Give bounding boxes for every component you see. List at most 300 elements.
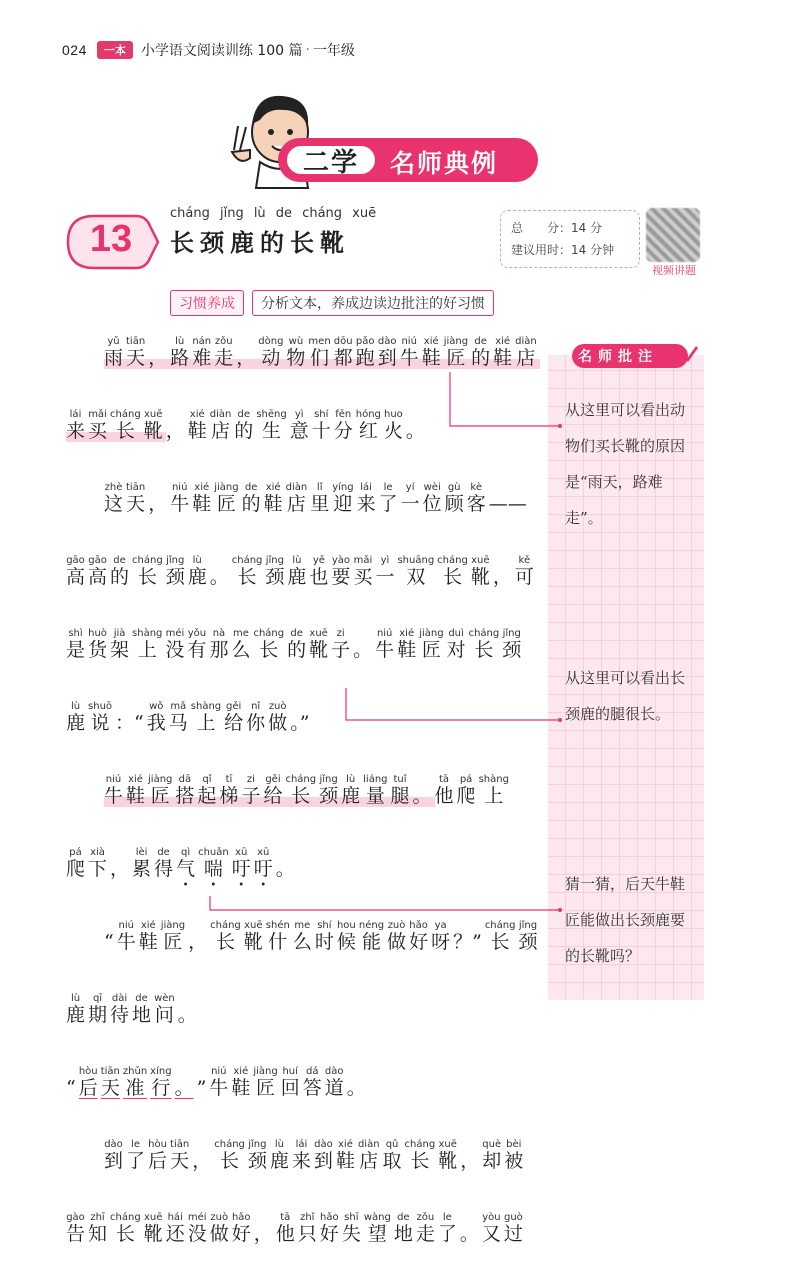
pinyin: wǒ	[146, 701, 166, 712]
hanzi-with-pinyin	[148, 1139, 168, 1172]
hanzi-with-pinyin	[333, 409, 353, 442]
pinyin: hou	[336, 920, 356, 931]
hanzi-with-pinyin	[143, 409, 163, 442]
hanzi-with-pinyin	[160, 920, 186, 953]
hanzi: 只	[297, 1223, 317, 1245]
hanzi: 颈	[518, 931, 538, 953]
hanzi: 候	[336, 931, 356, 953]
pinyin: qī	[88, 993, 108, 1004]
hanzi-with-pinyin	[88, 993, 108, 1026]
pinyin: jǐng	[247, 1139, 267, 1150]
pinyin: shàng	[132, 628, 163, 639]
hanzi: 牛	[104, 785, 124, 807]
hanzi: 道	[324, 1077, 344, 1099]
hanzi: 动	[258, 347, 284, 369]
hanzi-with-pinyin	[268, 701, 288, 734]
lesson-title: 长颈鹿的长靴	[170, 228, 350, 257]
pinyin: dào	[377, 336, 397, 347]
pinyin: yì	[289, 409, 309, 420]
hanzi-with-pinyin	[176, 847, 196, 880]
hanzi-with-pinyin	[214, 336, 234, 369]
pinyin: de	[110, 555, 130, 566]
hanzi-with-pinyin	[355, 336, 375, 369]
hanzi: 没	[187, 1223, 207, 1245]
pinyin: shí	[311, 409, 331, 420]
underlined-text	[78, 1066, 197, 1099]
hanzi: 被	[504, 1150, 524, 1172]
hanzi: 子	[241, 785, 261, 807]
hanzi: 走	[415, 1223, 435, 1245]
hanzi-with-pinyin	[302, 1066, 322, 1099]
hanzi-with-pinyin	[66, 628, 86, 661]
pinyin: jǐng	[502, 628, 522, 639]
hanzi-with-pinyin	[333, 336, 353, 369]
hanzi: 店	[357, 1150, 380, 1172]
hanzi-with-pinyin	[192, 482, 212, 515]
text-segment	[104, 1139, 526, 1172]
pinyin: de	[287, 628, 307, 639]
hanzi-with-pinyin	[88, 409, 108, 442]
hanzi: 要	[331, 566, 351, 588]
hanzi-with-pinyin	[132, 847, 152, 880]
pinyin: cháng	[404, 1139, 436, 1150]
pinyin: shī	[341, 1212, 361, 1223]
hanzi: 物	[286, 347, 306, 369]
pinyin: jià	[110, 628, 130, 639]
pinyin: shén	[265, 920, 290, 931]
pinyin: què	[482, 1139, 502, 1150]
hanzi: 高	[88, 566, 108, 588]
pinyin: de	[241, 482, 261, 493]
pinyin: jiàng	[148, 774, 173, 785]
hanzi: 红	[355, 420, 381, 442]
hanzi: 期	[88, 1004, 108, 1026]
hanzi: 。	[353, 639, 373, 661]
hanzi-with-pinyin	[363, 1212, 391, 1245]
hanzi-with-pinyin	[313, 1139, 333, 1172]
pinyin: me	[292, 920, 312, 931]
pinyin: de	[132, 993, 152, 1004]
hanzi: 做	[209, 1223, 229, 1245]
hanzi-with-pinyin	[446, 628, 466, 661]
hanzi: 腿	[390, 785, 410, 807]
hanzi-with-pinyin	[431, 920, 451, 953]
hanzi-with-pinyin	[319, 1212, 339, 1245]
hanzi-with-pinyin	[175, 774, 195, 807]
hanzi-with-pinyin	[66, 555, 86, 588]
hanzi-with-pinyin	[104, 774, 124, 807]
hanzi: 天	[126, 493, 146, 515]
qr-code[interactable]	[646, 208, 700, 262]
pinyin: cháng	[110, 409, 141, 420]
hanzi-with-pinyin	[324, 1066, 344, 1099]
pinyin: yào	[331, 555, 351, 566]
hanzi: 量	[363, 785, 388, 807]
pinyin: yì	[375, 555, 395, 566]
pinyin: jǐng	[518, 920, 538, 931]
pinyin: gěi	[263, 774, 283, 785]
hanzi: 双	[397, 566, 435, 588]
hanzi-with-pinyin	[243, 920, 263, 953]
hanzi: 匠	[214, 493, 239, 515]
hanzi-with-pinyin	[331, 555, 351, 588]
hanzi: 到	[104, 1150, 124, 1172]
hanzi: 架	[110, 639, 130, 661]
hanzi-with-pinyin	[165, 628, 185, 661]
pinyin: wèn	[154, 993, 175, 1004]
pinyin: hǎo	[409, 920, 429, 931]
hanzi: 的	[234, 420, 254, 442]
hanzi: 来	[66, 420, 86, 442]
hanzi-with-pinyin	[419, 628, 444, 661]
text-segment	[104, 482, 530, 515]
hanzi-with-pinyin	[263, 482, 283, 515]
hanzi: 颈	[265, 566, 285, 588]
hanzi-with-pinyin	[190, 701, 222, 734]
hanzi-with-pinyin	[287, 628, 307, 661]
hanzi: 长	[484, 931, 516, 953]
hanzi: 长	[468, 639, 500, 661]
hanzi: 都	[333, 347, 353, 369]
hanzi: 爬	[66, 858, 86, 880]
note-3: 猜一猜，后天牛鞋匠能做出长颈鹿要的长靴吗？	[565, 875, 686, 965]
hanzi-with-pinyin	[166, 420, 185, 442]
hanzi: ，	[165, 420, 185, 442]
pinyin: cháng	[132, 555, 163, 566]
hanzi: 颈	[247, 1150, 267, 1172]
hanzi-with-pinyin	[126, 774, 146, 807]
pinyin: le	[378, 482, 398, 493]
pinyin: cháng	[468, 628, 500, 639]
hanzi: ，	[253, 1223, 273, 1245]
grade-label: 一年级	[312, 43, 355, 59]
hanzi: 给	[224, 712, 244, 734]
total-score: 总 分：14 分	[511, 221, 603, 235]
pinyin: zhè	[104, 482, 123, 493]
hanzi: 鹿	[269, 1150, 289, 1172]
hanzi: 吁	[231, 858, 251, 880]
hanzi-with-pinyin	[78, 1066, 98, 1099]
hanzi-with-pinyin	[482, 1139, 502, 1172]
pinyin: xié	[397, 628, 417, 639]
hanzi-with-pinyin	[231, 847, 251, 880]
habit-text: 分析文本，养成边读边批注的好习惯	[252, 290, 494, 316]
hanzi: 天	[100, 1077, 120, 1099]
hanzi-with-pinyin	[319, 774, 339, 807]
video-lecture-label[interactable]: 视频讲题	[652, 264, 696, 277]
pinyin: dōu	[333, 336, 353, 347]
hanzi-with-pinyin	[126, 482, 146, 515]
hanzi: 下	[88, 858, 108, 880]
pinyin: shì	[66, 628, 86, 639]
habit-row	[170, 290, 494, 316]
hanzi-with-pinyin	[170, 336, 190, 369]
story-line	[66, 847, 536, 920]
hanzi: 梯	[219, 785, 239, 807]
hanzi-with-pinyin	[246, 701, 266, 734]
pinyin: pá	[456, 774, 476, 785]
hanzi: 了	[378, 493, 398, 515]
hanzi: 知	[88, 1223, 108, 1245]
pinyin: pá	[66, 847, 86, 858]
story-line	[66, 336, 536, 409]
hanzi-with-pinyin	[514, 555, 534, 588]
pinyin: lù	[170, 336, 190, 347]
text-segment	[66, 1212, 526, 1245]
hanzi-with-pinyin	[484, 920, 516, 953]
hanzi: 鞋	[138, 931, 158, 953]
pinyin: le	[437, 1212, 457, 1223]
pinyin: cháng	[214, 1139, 245, 1150]
hanzi-with-pinyin	[165, 555, 185, 588]
note-2: 从这里可以看出长颈鹿的腿很长。	[565, 669, 686, 723]
hanzi: 能	[358, 931, 385, 953]
hanzi-with-pinyin	[275, 1212, 295, 1245]
hanzi-with-pinyin	[290, 712, 309, 734]
hanzi: 店	[515, 347, 537, 369]
section-banner	[278, 138, 538, 182]
hanzi-with-pinyin	[88, 555, 108, 588]
hanzi: 迎	[332, 493, 354, 515]
pinyin: diàn	[285, 482, 308, 493]
hanzi-with-pinyin	[146, 701, 166, 734]
hanzi-with-pinyin	[253, 1066, 278, 1099]
hanzi: 匠	[419, 639, 444, 661]
hanzi-with-pinyin	[276, 858, 295, 880]
hanzi: 长	[231, 566, 263, 588]
pinyin: xié	[263, 482, 283, 493]
hanzi-with-pinyin	[88, 701, 113, 734]
story-line	[66, 920, 536, 993]
hanzi: 鞋	[397, 639, 417, 661]
hanzi-with-pinyin	[397, 555, 435, 588]
hanzi-with-pinyin	[309, 628, 329, 661]
hanzi-with-pinyin	[460, 1223, 479, 1245]
pinyin: lái	[291, 1139, 311, 1150]
pinyin: jiàng	[253, 1066, 278, 1077]
hanzi-with-pinyin	[422, 482, 442, 515]
hanzi-with-pinyin	[178, 1004, 197, 1026]
pinyin: zǒu	[415, 1212, 435, 1223]
pinyin: yí	[400, 482, 420, 493]
pinyin: lù	[341, 774, 361, 785]
hanzi-with-pinyin	[453, 931, 482, 953]
story-line	[66, 1212, 536, 1285]
pinyin: zi	[331, 628, 351, 639]
pinyin: de	[154, 847, 174, 858]
hanzi: 们	[308, 347, 331, 369]
hanzi-with-pinyin	[292, 920, 312, 953]
pinyin: shàng	[478, 774, 509, 785]
hanzi-with-pinyin	[187, 555, 207, 588]
hanzi: 鹿	[66, 1004, 86, 1026]
pinyin: niú	[116, 920, 136, 931]
hanzi-with-pinyin	[409, 920, 429, 953]
pinyin: shí	[314, 920, 334, 931]
highlighted-text	[66, 409, 166, 442]
hanzi: 么	[231, 639, 251, 661]
hanzi-with-pinyin	[258, 336, 284, 369]
hanzi: 上	[478, 785, 509, 807]
pinyin: xié	[126, 774, 146, 785]
hanzi-with-pinyin	[481, 1212, 501, 1245]
hanzi-with-pinyin	[234, 409, 254, 442]
hanzi-with-pinyin	[437, 1212, 457, 1245]
hanzi-with-pinyin	[421, 336, 441, 369]
pinyin: xíng	[150, 1066, 172, 1077]
text-segment	[66, 847, 176, 880]
hanzi: 鞋	[126, 785, 146, 807]
pinyin: ya	[431, 920, 451, 931]
hanzi-with-pinyin	[518, 920, 538, 953]
hanzi-with-pinyin	[489, 493, 527, 515]
hanzi-with-pinyin	[341, 1212, 361, 1245]
hanzi: 鞋	[231, 1077, 251, 1099]
hanzi: 了	[126, 1150, 146, 1172]
hanzi: 。	[209, 566, 229, 588]
hanzi: ，	[188, 931, 208, 953]
hanzi-with-pinyin	[378, 482, 398, 515]
hanzi-with-pinyin	[285, 774, 317, 807]
pinyin: lù	[66, 993, 85, 1004]
hanzi-with-pinyin	[100, 1066, 120, 1099]
hanzi-with-pinyin	[390, 774, 410, 807]
hanzi: 待	[110, 1004, 130, 1026]
pinyin: niú	[399, 336, 419, 347]
hanzi: 好	[409, 931, 429, 953]
hanzi-with-pinyin	[110, 993, 130, 1026]
hanzi-with-pinyin	[375, 555, 395, 588]
hanzi-with-pinyin	[466, 482, 486, 515]
hanzi: 店	[285, 493, 308, 515]
hanzi-with-pinyin	[132, 993, 152, 1026]
hanzi: 买	[353, 566, 373, 588]
hanzi: 生	[256, 420, 287, 442]
hanzi: 分	[333, 420, 353, 442]
hanzi: 爬	[456, 785, 476, 807]
hanzi: 。	[405, 420, 425, 442]
text-segment	[276, 858, 298, 880]
hanzi: 告	[66, 1223, 86, 1245]
pinyin: tā	[434, 774, 454, 785]
hanzi-with-pinyin	[470, 555, 490, 588]
text-segment	[66, 1077, 79, 1099]
pinyin: hǎo	[319, 1212, 339, 1223]
hanzi-with-pinyin	[210, 566, 229, 588]
hanzi-with-pinyin	[287, 555, 307, 588]
hanzi-with-pinyin	[493, 566, 512, 588]
hanzi-with-pinyin	[104, 482, 124, 515]
hanzi: 意	[289, 420, 309, 442]
hanzi-with-pinyin	[187, 409, 207, 442]
pinyin: huo	[383, 409, 403, 420]
hanzi: 。	[459, 1223, 479, 1245]
hanzi: 搭	[175, 785, 195, 807]
hanzi-with-pinyin	[110, 409, 141, 442]
hanzi: 鹿	[66, 712, 86, 734]
hanzi-with-pinyin	[150, 1066, 172, 1099]
hanzi-with-pinyin	[265, 920, 290, 953]
hanzi-with-pinyin	[170, 482, 190, 515]
hanzi-with-pinyin	[393, 1212, 413, 1245]
pinyin: lǐ	[310, 482, 330, 493]
pinyin: jiàng	[214, 482, 239, 493]
hanzi: 牛	[116, 931, 136, 953]
pinyin: gào	[66, 1212, 85, 1223]
hanzi-with-pinyin	[471, 336, 491, 369]
hanzi: 回	[280, 1077, 300, 1099]
pinyin: qǐ	[197, 774, 217, 785]
hanzi: 匠	[443, 347, 469, 369]
hanzi-with-pinyin	[493, 336, 513, 369]
hanzi: 鹿	[187, 566, 207, 588]
pinyin: yǔ	[104, 336, 124, 347]
pinyin: xuē	[438, 1139, 458, 1150]
hanzi-with-pinyin	[188, 931, 207, 953]
lesson-title-pinyin: cháng jǐng lù de cháng xuē	[170, 206, 377, 221]
hanzi-with-pinyin	[254, 1223, 273, 1245]
hanzi: 地	[393, 1223, 413, 1245]
pinyin: de	[471, 336, 491, 347]
hanzi-with-pinyin	[415, 1212, 435, 1245]
hanzi-with-pinyin	[104, 336, 124, 369]
hanzi-with-pinyin	[110, 1212, 141, 1245]
hanzi: 一	[400, 493, 420, 515]
hanzi-with-pinyin	[377, 336, 397, 369]
pinyin: gāo	[88, 555, 108, 566]
hanzi-with-pinyin	[444, 482, 464, 515]
note-1: 从这里可以看出动物们买长靴的原因是“雨天，路难走”。	[565, 401, 686, 527]
hanzi-with-pinyin	[397, 628, 417, 661]
hanzi: 鞋	[421, 347, 441, 369]
pinyin: huò	[88, 628, 108, 639]
hanzi: 匠	[148, 785, 173, 807]
hanzi: 马	[168, 712, 188, 734]
hanzi: 那	[209, 639, 229, 661]
hanzi: 。	[275, 858, 295, 880]
text-segment	[434, 774, 512, 807]
hanzi: 累	[132, 858, 152, 880]
hanzi-with-pinyin	[88, 628, 108, 661]
pinyin: tiān	[126, 482, 146, 493]
hanzi-with-pinyin	[126, 336, 146, 369]
hanzi-with-pinyin	[478, 774, 509, 807]
pinyin: huí	[280, 1066, 300, 1077]
pinyin: jiàng	[160, 920, 186, 931]
pinyin: xié	[231, 1066, 251, 1077]
hanzi: “	[66, 1077, 76, 1099]
suggested-time: 建议用时：14 分钟	[511, 243, 615, 257]
hanzi: 时	[314, 931, 334, 953]
hanzi-with-pinyin	[331, 628, 351, 661]
hanzi-with-pinyin	[168, 701, 188, 734]
page-header	[62, 38, 355, 62]
hanzi-with-pinyin	[192, 1150, 211, 1172]
pinyin: zhī	[88, 1212, 108, 1223]
pinyin: cháng	[437, 555, 468, 566]
hanzi-with-pinyin	[502, 628, 522, 661]
pinyin: zuò	[268, 701, 288, 712]
hanzi-with-pinyin	[66, 1212, 86, 1245]
hanzi: 长	[132, 566, 163, 588]
hanzi: 的	[287, 639, 307, 661]
pinyin: nà	[209, 628, 229, 639]
pinyin: hòu	[148, 1139, 168, 1150]
hanzi: 牛	[170, 493, 190, 515]
hanzi-with-pinyin	[332, 482, 354, 515]
hanzi: 靴	[309, 639, 329, 661]
text-segment	[66, 628, 524, 661]
